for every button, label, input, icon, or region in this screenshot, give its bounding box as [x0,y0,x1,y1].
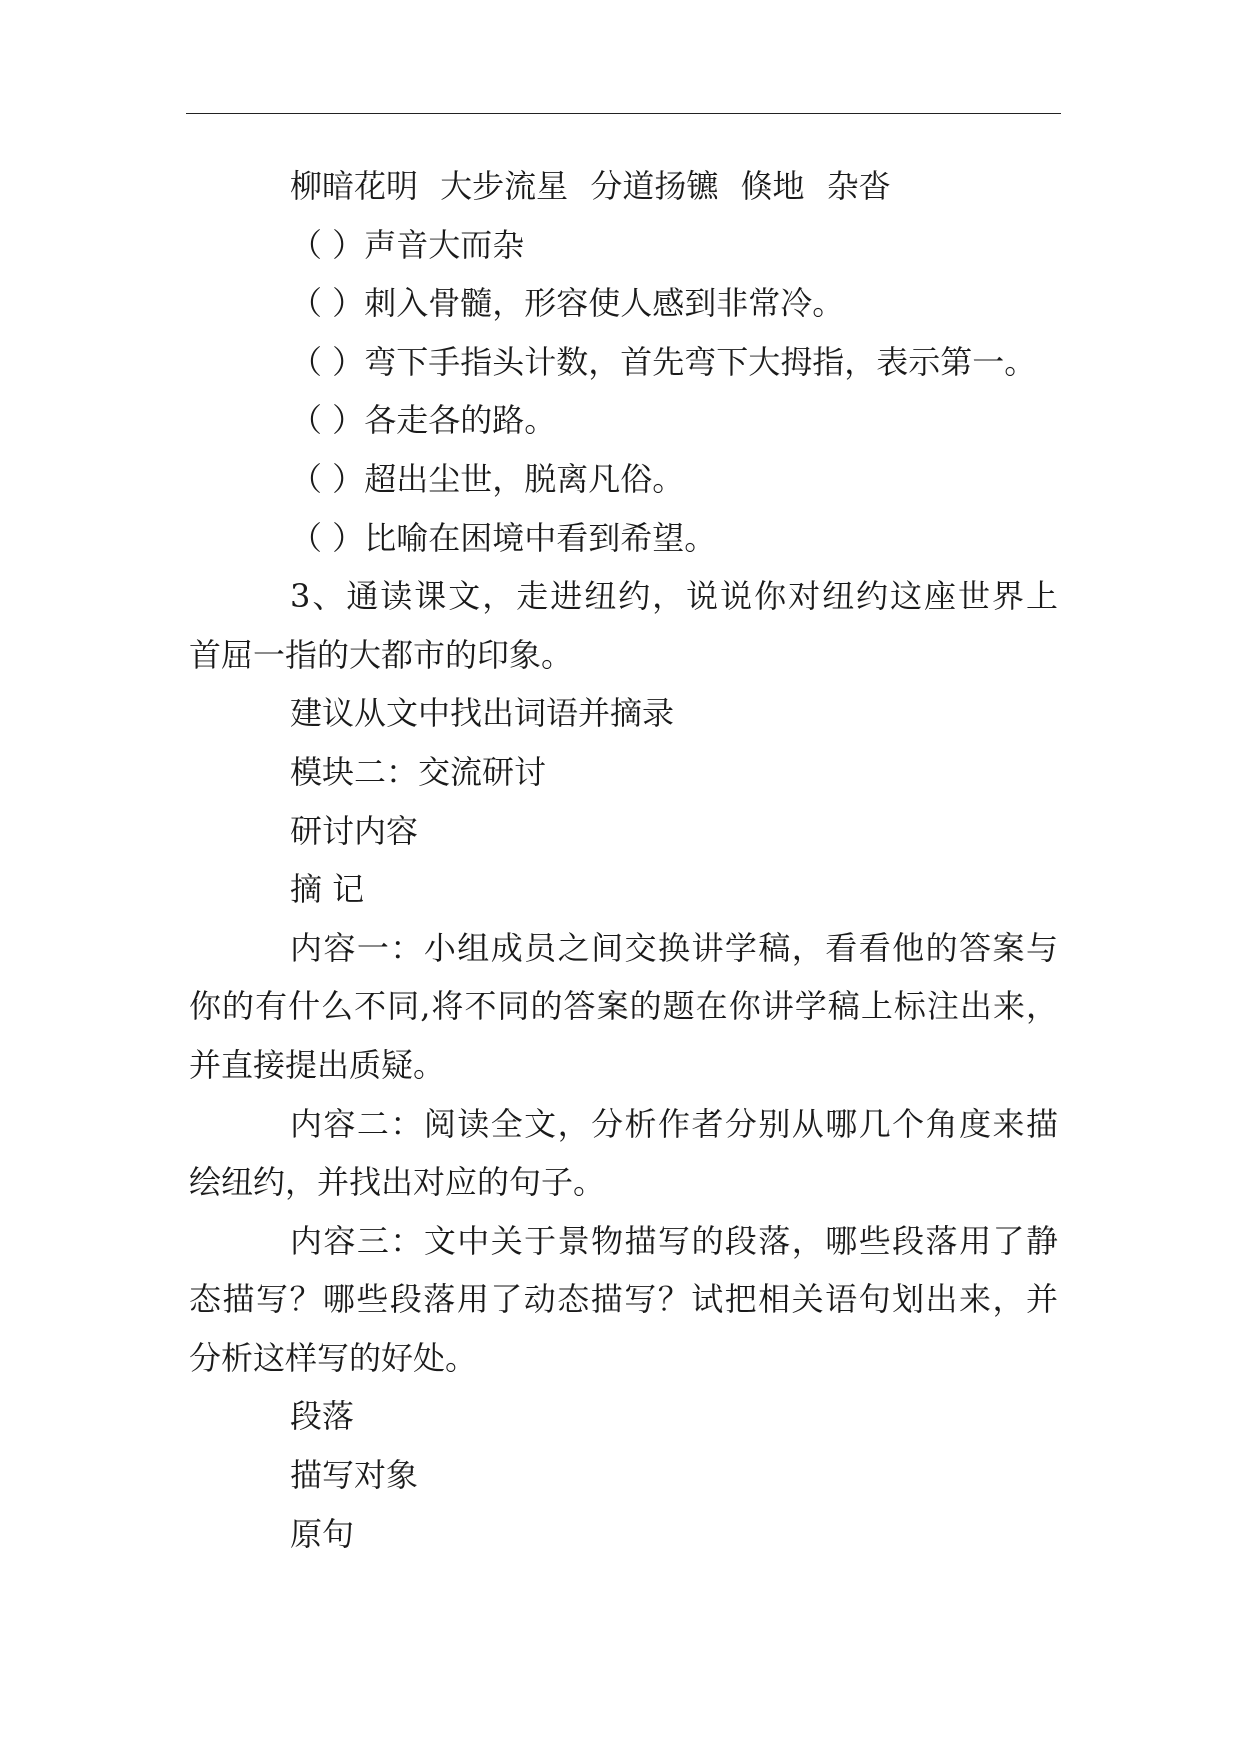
vocab-definition: 各走各的路。 [364,401,557,440]
vocab-item [189,450,1058,509]
content1-line: 你的有什么不同,将不同的答案的题在你讲学稿上标注出来， [189,987,1058,1026]
vocab-definition: 刺入骨髓，形容使人感到非常冷。 [364,284,845,323]
document-body [189,157,1058,1563]
vocab-definition: 弯下手指头计数，首先弯下大拇指，表示第一。 [364,342,1037,381]
header-notes: 摘 记 [290,870,365,909]
header-topic: 研讨内容 [290,811,419,850]
vocab-item [189,391,1058,450]
table-header-original-sentence: 原句 [290,1514,355,1553]
answer-blank: （ ） [290,342,365,381]
suggestion-text: 建议从文中找出词语并摘录 [290,694,675,733]
answer-blank: （ ） [290,225,365,264]
content3-line: 内容三：文中关于景物描写的段落，哪些段落用了静 [290,1221,1058,1260]
answer-blank: （ ） [290,284,365,323]
vocab-definition: 比喻在困境中看到希望。 [364,518,717,557]
vocab-item [189,274,1058,333]
question3-line: 3、通读课文，走进纽约，说说你对纽约这座世界上 [290,577,1058,616]
answer-blank: （ ） [290,518,365,557]
header-rule [186,113,1061,114]
answer-blank: （ ） [290,459,365,498]
content2-line: 内容二：阅读全文，分析作者分别从哪几个角度来描 [290,1104,1058,1143]
table-header-paragraph: 段落 [290,1397,355,1436]
vocab-definition: 超出尘世，脱离凡俗。 [364,459,685,498]
word-bank: 柳暗花明 大步流星 分道扬镳 倏地 杂沓 [290,167,891,205]
vocab-item [189,333,1058,392]
vocab-item [189,216,1058,275]
content1-line: 内容一：小组成员之间交换讲学稿，看看他的答案与 [290,928,1058,967]
content1-line: 并直接提出质疑。 [189,1045,446,1084]
question3-line: 首屈一指的大都市的印象。 [189,635,574,674]
content3-line: 态描写？哪些段落用了动态描写？试把相关语句划出来，并 [189,1280,1058,1319]
vocab-definition: 声音大而杂 [364,225,525,264]
content3-line: 分析这样写的好处。 [189,1338,478,1377]
module2-title: 模块二：交流研讨 [290,752,547,791]
table-header-subject: 描写对象 [290,1456,419,1495]
content2-line: 绘纽约，并找出对应的句子。 [189,1163,606,1202]
answer-blank: （ ） [290,401,365,440]
vocab-item [189,509,1058,568]
